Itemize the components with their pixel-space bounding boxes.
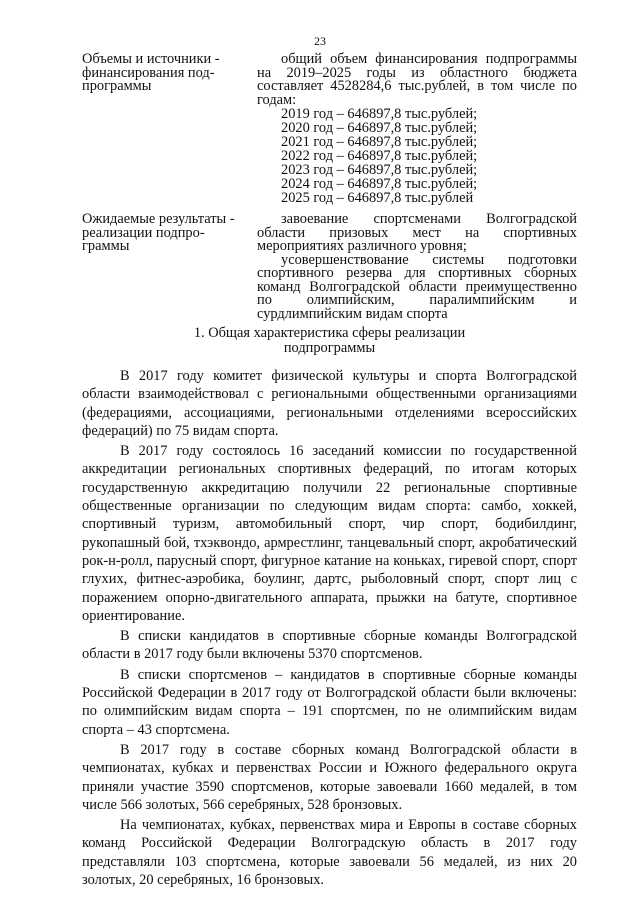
financing-year: 2023 год – 646897,8 тыс.рублей; [281, 162, 478, 178]
page-number: 23 [314, 34, 326, 48]
results-value [257, 213, 577, 321]
results-item: усовершенствование системы подготовки спортивного резерва для спортивных сборных команд Волгоградской области преимущественно по олимпийским, паралимпийским и сурдлимпийским видам спорта [257, 251, 577, 322]
financing-year: 2021 год – 646897,8 тыс.рублей; [281, 134, 478, 150]
passport-results-row [82, 213, 577, 321]
financing-label-line: программы [82, 78, 152, 94]
section-title-line: подпрограммы [283, 340, 376, 356]
financing-label-line: финансирования под- [82, 64, 215, 81]
body-paragraph: В 2017 году состоялось 16 заседаний комиссии по государственной аккредитации региональных спортивных федераций, по итогам которых государственную аккредитацию получили 22 региональные спортивные общественные организации по следующим видам спорта: самбо, хоккей, спортивный туризм, автомобильный спорт, чир спорт, бодибилдинг, рукопашный бой, тхэквондо, армрестлинг, танцевальный спорт, акробатический рок-н-ролл, парусный спорт, фигурное катание на коньках, гиревой спорт, спорт глухих, фитнес-аэробика, боулинг, дартс, рыболовный спорт, спорт лиц с поражением опорно-двигательного аппарата, прыжки на батуте, спортивное ориентирование. [82, 443, 577, 624]
body-paragraph: В 2017 году комитет физической культуры и спорта Волгоградской области взаимодействовал с региональными общественными организациями (федерациями, ассоциациями, региональными отделениями всероссийских федераций) по 75 видам спорта. [82, 368, 577, 439]
results-label-line: граммы [82, 238, 130, 254]
body-paragraph: В списки кандидатов в спортивные сборные команды Волгоградской области в 2017 году были включены 5370 спортсменов. [82, 628, 577, 663]
financing-year: 2025 год – 646897,8 тыс.рублей [281, 190, 474, 206]
financing-label-line: Объемы и источники - [82, 51, 220, 67]
results-label-line: реализации подпро- [82, 224, 205, 241]
financing-intro: общий объем финансирования подпрограммы на 2019–2025 годы из областного бюджета составляет 4528284,6 тыс.рублей, в том числе по годам: [257, 51, 577, 108]
results-label-line: Ожидаемые результаты - [82, 211, 235, 227]
results-label [82, 213, 252, 321]
passport-financing-row [82, 53, 577, 205]
body-paragraph: В списки спортсменов – кандидатов в спортивные сборные команды Российской Федерации в 2017 году от Волгоградской области были включены: по олимпийским видам спорта – 191 спортсмен, по не олимпийским видам спорта – 43 спортсмена. [82, 666, 577, 738]
section-title-line: 1. Общая характеристика сферы реализации [193, 325, 466, 341]
financing-label [82, 53, 252, 205]
financing-value [257, 53, 577, 205]
body-paragraph: В 2017 году в составе сборных команд Волгоградской области в чемпионатах, кубках и первенствах России и Южного федерального округа приняли участие 3590 спортсменов, которые завоевали 1660 медалей, в том числе 566 золотых, 566 серебряных, 528 бронзовых. [82, 741, 577, 813]
financing-years [257, 107, 577, 205]
body-text [82, 367, 577, 889]
financing-year: 2019 год – 646897,8 тыс.рублей; [281, 106, 478, 122]
body-paragraph: На чемпионатах, кубках, первенствах мира и Европы в составе сборных команд Российской Федерации Волгоградскую область в 2017 году представляли 103 спортсмена, которые завоевали 56 медалей, из них 20 золотых, 20 серебряных, 16 бронзовых. [82, 817, 577, 889]
financing-year: 2022 год – 646897,8 тыс.рублей; [281, 148, 478, 164]
results-item: завоевание спортсменами Волгоградской области призовых мест на спортивных мероприятиях различного уровня; [257, 211, 577, 254]
section-title [82, 326, 577, 356]
financing-year: 2020 год – 646897,8 тыс.рублей; [281, 120, 478, 136]
financing-year: 2024 год – 646897,8 тыс.рублей; [281, 176, 478, 192]
